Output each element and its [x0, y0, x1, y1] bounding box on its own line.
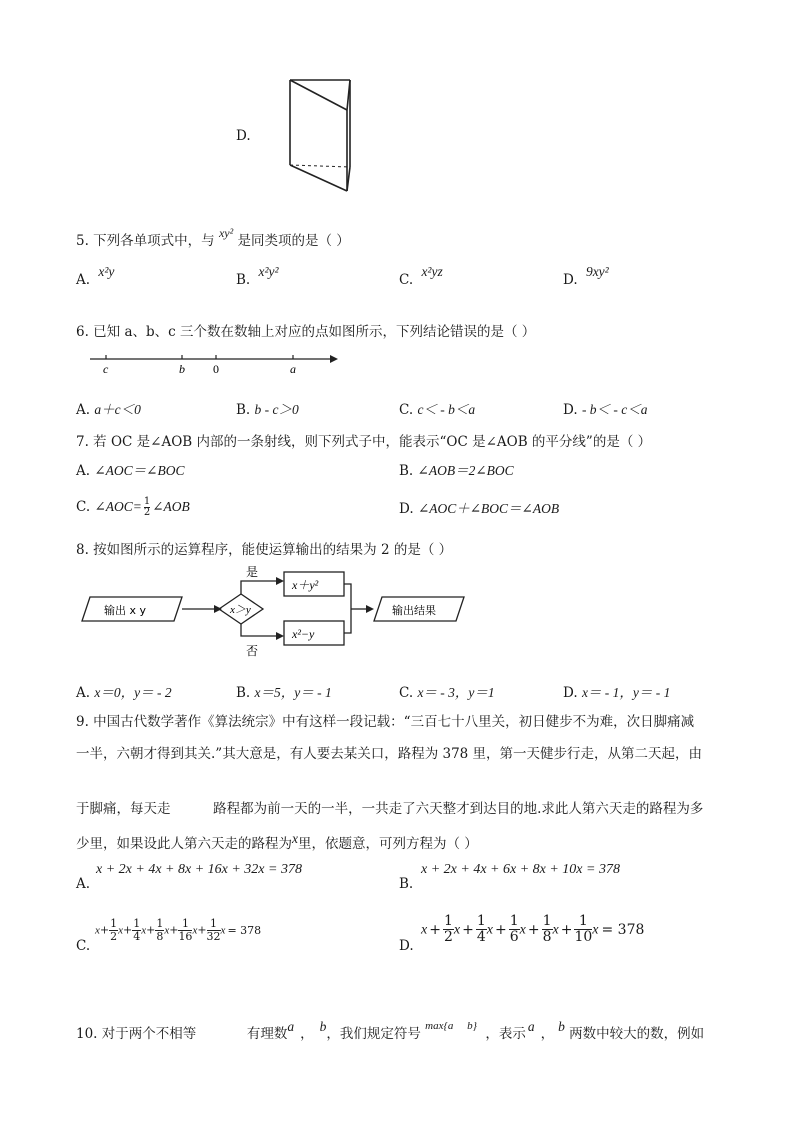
plus: +	[462, 921, 474, 938]
q9-line-2: 一半，六朝才得到其关.”其大意是，有人要去某关口，路程为 378 里，第一天健步行走，从第二天起，由	[76, 746, 703, 762]
q10-separator: ，	[300, 1026, 314, 1042]
option-expr: ∠AOB＝2∠BOC	[417, 463, 514, 478]
option-expr: x＝ - 3，y＝1	[417, 685, 495, 700]
option-label: A.	[76, 402, 91, 418]
fraction: $\frac{1}{2}$	[443, 913, 453, 945]
q5-option-d	[563, 264, 609, 288]
option-expr: b - c＞0	[254, 402, 299, 417]
option-expr: ∠AOC＝∠BOC	[94, 463, 185, 478]
axis-label-a: a	[290, 362, 296, 376]
fraction: $\frac{1}{32}$	[206, 917, 221, 943]
term-x: x	[118, 924, 123, 937]
equation-rhs: = 378	[227, 923, 262, 937]
flow-no-label: 否	[246, 644, 259, 658]
option-label: C.	[399, 685, 414, 701]
q10-text-b: 有理数	[246, 1026, 288, 1042]
q6-option-a	[76, 398, 141, 418]
fraction-denominator: 8	[542, 929, 552, 945]
q7-question: 7. 若 OC 是∠AOB 内部的一条射线，则下列式子中，能表示“OC 是∠AOB 的平分线”的是（ ）	[76, 434, 652, 450]
q10-var-a: a	[287, 1019, 295, 1034]
option-label: D.	[563, 272, 578, 288]
q9-line-3-part-a: 于脚痛，每天走	[76, 801, 171, 817]
term-x: x	[592, 922, 599, 938]
axis-label-c: c	[103, 362, 109, 376]
term-x: x	[192, 924, 198, 937]
option-label: C.	[76, 499, 91, 515]
fraction: $\frac{1}{2}$	[110, 917, 118, 943]
q9-option-a	[76, 876, 90, 892]
option-expr: 9xy²	[585, 264, 609, 279]
term-x: x	[220, 924, 226, 937]
q8-option-d	[563, 681, 670, 701]
option-label: C.	[399, 402, 414, 418]
term-x: x	[519, 922, 526, 938]
q6-option-d	[563, 398, 648, 418]
q10-text-c: ，我们规定符号	[326, 1026, 421, 1042]
option-expr: x²y²	[258, 264, 279, 279]
q10-text-e: 两数中较大的数，例如	[569, 1026, 705, 1042]
flow-yes-expr: x＋y²	[292, 578, 319, 592]
q7-option-d	[399, 497, 559, 517]
term-x: x	[552, 922, 559, 938]
equation-rhs: = 378	[601, 921, 645, 938]
option-label: A.	[76, 876, 91, 892]
option-expr: c＜ - b＜a	[417, 402, 476, 417]
q6-option-b	[236, 398, 299, 418]
q9-option-d	[399, 938, 414, 954]
flow-yes-label: 是	[246, 565, 259, 579]
plus: +	[99, 923, 110, 937]
q10-text-a: 10. 对于两个不相等	[76, 1026, 197, 1042]
option-label: B.	[399, 876, 414, 892]
q7-option-a	[76, 459, 184, 479]
triangular-prism-figure	[280, 70, 376, 194]
option-expr: x＝ - 1，y＝ - 1	[581, 685, 671, 700]
fraction-denominator: 2	[443, 929, 453, 945]
q8-option-a	[76, 681, 172, 701]
plus: +	[146, 923, 156, 937]
plus: +	[527, 921, 540, 938]
number-line-figure	[86, 350, 338, 378]
q9-line-3-part-b: 路程都为前一天的一半，一共走了六天整才到达目的地.求此人第六天走的路程为多	[213, 801, 704, 817]
option-label: B.	[399, 463, 414, 479]
q10-var-a: a	[527, 1019, 535, 1034]
option-expr: - b＜ - c＜a	[581, 402, 648, 417]
q9-option-c-expr	[95, 918, 261, 943]
q9-line-4-part-a: 少里，如果设此人第六天走的路程为	[76, 836, 292, 852]
term-x: x	[95, 924, 100, 937]
option-expr-part: ∠AOB	[152, 499, 190, 514]
q9-variable: x	[292, 831, 298, 846]
fraction-numerator: 1	[143, 496, 151, 507]
q7-option-b	[399, 459, 514, 479]
flow-condition-label: x＞y	[230, 604, 251, 616]
q10-separator: ，	[540, 1026, 555, 1042]
q5-option-b	[236, 264, 279, 288]
fraction: $\frac{1}{8}$	[542, 913, 552, 945]
q6-question: 6. 已知 a、b、c 三个数在数轴上对应的点如图所示，下列结论错误的是（ ）	[76, 324, 536, 340]
flowchart-figure	[74, 563, 474, 663]
option-expr: ∠AOC＋∠BOC＝∠AOB	[417, 501, 560, 516]
option-expr-part: ∠AOC=	[94, 499, 142, 514]
plus: +	[123, 923, 133, 937]
fraction: $\frac{1}{16}$	[178, 917, 193, 943]
q5-option-a	[76, 264, 115, 288]
option-expr: x＝5，y＝ - 1	[254, 685, 332, 700]
flow-no-expr: x²−y	[292, 627, 315, 641]
flow-input-label: 输出 x y	[104, 604, 147, 617]
plus: +	[560, 921, 573, 938]
fraction: $\frac{1}{8}$	[156, 917, 164, 943]
q9-line-4	[76, 832, 478, 852]
q8-option-c	[399, 681, 495, 701]
fraction-denominator: 32	[206, 930, 221, 943]
q5-text-a: 5. 下列各单项式中，与	[76, 233, 215, 249]
q10-max-symbol: max{a b}	[425, 1020, 478, 1032]
option-label: D.	[563, 685, 578, 701]
q5-option-c	[399, 264, 443, 288]
q10-var-b: b	[319, 1019, 327, 1034]
q4-option-d-label: D.	[236, 128, 251, 144]
q10-separator: ，	[485, 1026, 499, 1042]
fraction: $\frac{1}{4}$	[476, 913, 486, 945]
option-label: C.	[399, 272, 414, 288]
q8-question: 8. 按如图所示的运算程序，能使运算输出的结果为 2 的是（ ）	[76, 542, 453, 558]
q9-line-3	[76, 797, 703, 817]
q10-text-d: 表示	[498, 1026, 526, 1042]
flow-output-label: 输出结果	[392, 604, 436, 617]
axis-label-zero: 0	[213, 362, 219, 376]
option-label: B.	[236, 272, 251, 288]
term-x: x	[486, 922, 493, 938]
plus: +	[197, 923, 207, 937]
fraction-denominator: 4	[133, 930, 141, 943]
q9-option-b-expr: x + 2x + 4x + 6x + 8x + 10x = 378	[421, 862, 620, 877]
option-label: D.	[399, 501, 414, 517]
option-label: B.	[236, 402, 251, 418]
option-label: A.	[76, 685, 91, 701]
fraction: $\frac{1}{10}$	[574, 913, 593, 945]
fraction: $\frac{1}{4}$	[133, 917, 141, 943]
fraction-denominator: 10	[574, 929, 593, 945]
q7-option-c	[76, 497, 190, 518]
q9-option-d-expr	[421, 914, 644, 945]
option-expr: x²y	[98, 264, 115, 279]
option-expr: x＝0，y＝ - 2	[94, 685, 172, 700]
fraction	[144, 497, 150, 518]
option-label: D.	[399, 938, 414, 954]
plus: +	[494, 921, 507, 938]
plus: +	[169, 923, 179, 937]
term-x: x	[421, 922, 428, 938]
q9-option-a-expr: x + 2x + 4x + 8x + 16x + 32x = 378	[96, 862, 302, 877]
q9-line-4-part-b: 里，依题意，可列方程为（ ）	[298, 836, 478, 852]
term-x: x	[141, 924, 147, 937]
option-label: B.	[236, 685, 251, 701]
option-label: D.	[563, 402, 578, 418]
q9-option-b	[399, 876, 413, 892]
plus: +	[429, 921, 441, 938]
q10-question	[76, 1019, 705, 1042]
fraction-denominator: 8	[156, 930, 164, 943]
option-expr: x²yz	[421, 264, 443, 279]
fraction-denominator: 6	[509, 929, 519, 945]
q9-line-1: 9. 中国古代数学著作《算法统宗》中有这样一段记载：“三百七十八里关，初日健步不为难，次日脚痛减	[76, 714, 695, 730]
q9-option-c	[76, 938, 90, 954]
q5-expr: xy²	[218, 226, 234, 240]
q8-option-b	[236, 681, 332, 701]
q5-question	[76, 226, 350, 249]
q6-option-c	[399, 398, 475, 418]
fraction: $\frac{1}{6}$	[509, 913, 519, 945]
term-x: x	[453, 922, 461, 938]
term-x: x	[164, 924, 170, 937]
fraction-denominator: 4	[476, 929, 486, 945]
fraction-denominator: 16	[178, 930, 193, 943]
option-label: C.	[76, 938, 91, 954]
option-label: A.	[76, 463, 91, 479]
fraction-denominator: 2	[110, 930, 118, 943]
q10-var-b: b	[558, 1019, 565, 1034]
q5-text-b: 是同类项的是（ ）	[237, 233, 350, 249]
fraction-denominator: 2	[143, 507, 151, 518]
axis-label-b: b	[179, 362, 185, 376]
option-expr: a＋c＜0	[94, 402, 141, 417]
option-label: A.	[76, 272, 91, 288]
